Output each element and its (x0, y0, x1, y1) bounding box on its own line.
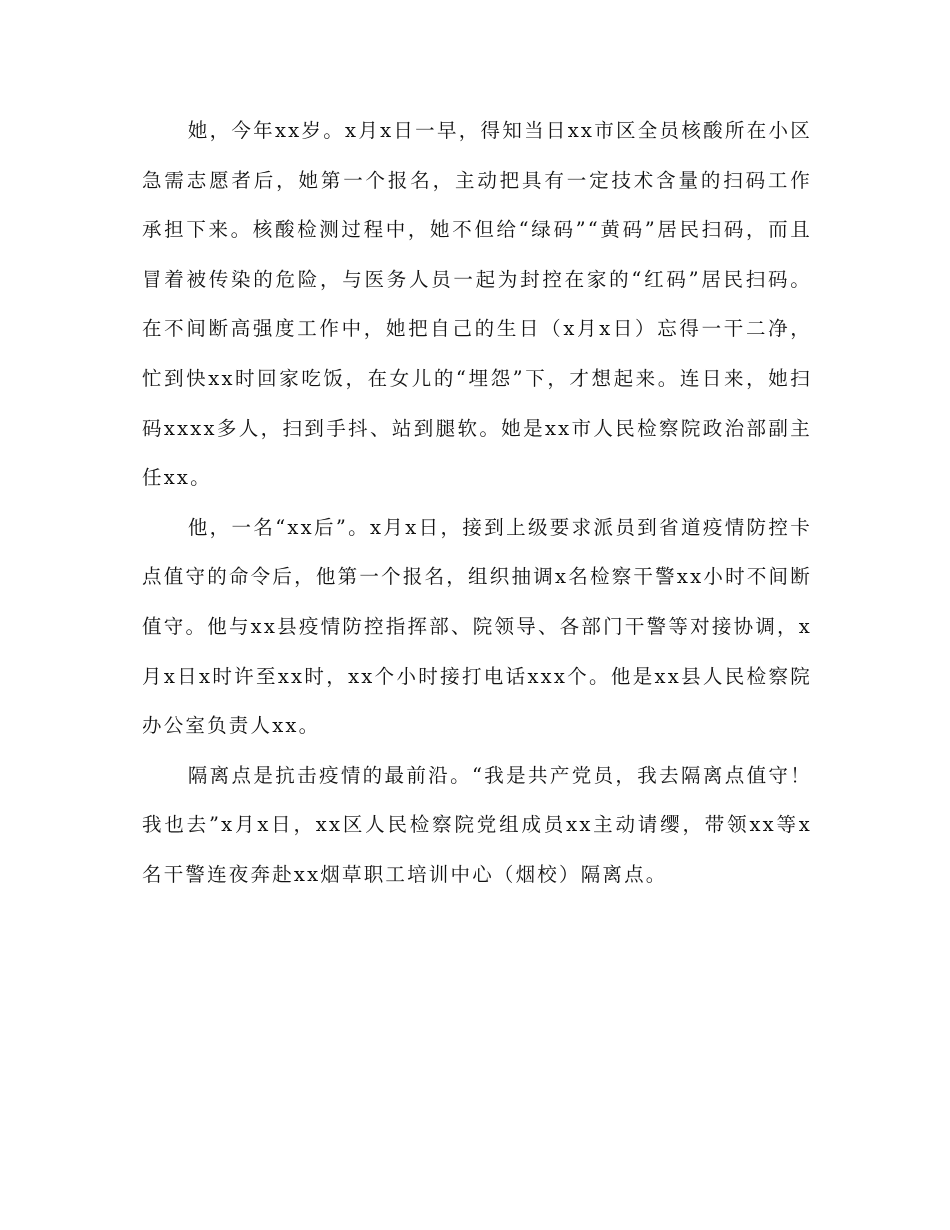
paragraph-1: 她，今年xx岁。x月x日一早，得知当日xx市区全员核酸所在小区急需志愿者后，她第一个报名，主动把具有一定技术含量的扫码工作承担下来。核酸检测过程中，她不但给“绿码”“黄码”居民扫码，而且冒着被传染的危险，与医务人员一起为封控在家的“红码”居民扫码。在不间断高强度工作中，她把自己的生日（x月x日）忘得一干二净，忙到快xx时回家吃饭，在女儿的“埋怨”下，才想起来。连日来，她扫码xxxx多人，扫到手抖、站到腿软。她是xx市人民检察院政治部副主任xx。 (142, 119, 812, 490)
paragraph-2: 他，一名“xx后”。x月x日，接到上级要求派员到省道疫情防控卡点值守的命令后，他第一个报名，组织抽调x名检察干警xx小时不间断值守。他与xx县疫情防控指挥部、院领导、各部门干警等对接协调，x月x日x时许至xx时，xx个小时接打电话xxx个。他是xx县人民检察院办公室负责人xx。 (142, 515, 812, 738)
document-body (142, 106, 812, 900)
paragraph-3: 隔离点是抗击疫情的最前沿。“我是共产党员，我去隔离点值守！我也去”x月x日，xx区人民检察院党组成员xx主动请缨，带领xx等x名干警连夜奔赴xx烟草职工培训中心（烟校）隔离点。 (142, 763, 812, 886)
